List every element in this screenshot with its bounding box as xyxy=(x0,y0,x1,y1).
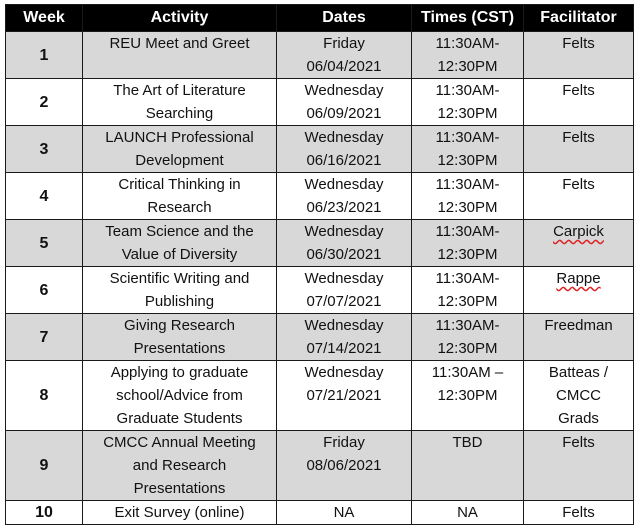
times-line: 11:30AM- xyxy=(435,129,500,146)
times-line: 12:30PM xyxy=(437,340,498,357)
activity-cell xyxy=(83,361,277,431)
week-cell: 2 xyxy=(6,79,83,126)
activity-cell xyxy=(83,79,277,126)
activity-cell xyxy=(83,173,277,220)
activity-line: Value of Diversity xyxy=(121,246,238,263)
facilitator-line: CMCC xyxy=(556,387,601,404)
activity-line: Graduate Students xyxy=(116,410,243,427)
dates-cell xyxy=(277,431,412,501)
dates-line: Friday xyxy=(323,434,365,451)
table-row xyxy=(6,126,634,173)
facilitator-cell xyxy=(524,126,634,173)
week-cell: 10 xyxy=(6,501,83,525)
dates-line: 08/06/2021 xyxy=(306,457,382,474)
dates-line: Wednesday xyxy=(304,364,384,381)
week-cell: 3 xyxy=(6,126,83,173)
dates-line: 07/14/2021 xyxy=(306,340,382,357)
activity-line: Searching xyxy=(145,105,214,122)
times-line: 12:30PM xyxy=(437,199,498,216)
facilitator-cell xyxy=(524,32,634,79)
times-cell xyxy=(412,79,524,126)
facilitator-cell xyxy=(524,361,634,431)
times-line: 12:30PM xyxy=(437,293,498,310)
facilitator-cell xyxy=(524,79,634,126)
facilitator-line: Felts xyxy=(562,129,595,146)
table-row xyxy=(6,431,634,501)
times-line: 11:30AM- xyxy=(435,82,500,99)
times-cell xyxy=(412,361,524,431)
times-cell xyxy=(412,431,524,501)
dates-cell xyxy=(277,126,412,173)
dates-line: Wednesday xyxy=(304,270,384,287)
table-row xyxy=(6,32,634,79)
header-row xyxy=(6,5,634,32)
activity-line: LAUNCH Professional xyxy=(105,129,254,146)
header-facilitator: Facilitator xyxy=(524,5,634,32)
facilitator-cell xyxy=(524,314,634,361)
dates-line: 07/07/2021 xyxy=(306,293,382,310)
dates-cell xyxy=(277,501,412,525)
activity-cell xyxy=(83,501,277,525)
facilitator-cell xyxy=(524,501,634,525)
table-row xyxy=(6,220,634,267)
times-line: 11:30AM – xyxy=(431,364,504,381)
facilitator-line: Felts xyxy=(562,434,595,451)
facilitator-line: Batteas / xyxy=(548,364,609,381)
table-row xyxy=(6,267,634,314)
dates-cell xyxy=(277,79,412,126)
facilitator-line: Felts xyxy=(562,504,595,521)
table-row xyxy=(6,79,634,126)
dates-line: Wednesday xyxy=(304,129,384,146)
facilitator-line: Felts xyxy=(562,176,595,193)
table-header xyxy=(6,5,634,32)
times-line: 12:30PM xyxy=(437,246,498,263)
dates-cell xyxy=(277,173,412,220)
times-cell xyxy=(412,220,524,267)
week-cell: 5 xyxy=(6,220,83,267)
times-cell xyxy=(412,173,524,220)
activity-line: The Art of Literature xyxy=(113,82,246,99)
activity-line: Development xyxy=(135,152,224,169)
times-line: 12:30PM xyxy=(437,387,498,404)
dates-line: 06/30/2021 xyxy=(306,246,382,263)
dates-line: Wednesday xyxy=(304,176,384,193)
activity-cell xyxy=(83,314,277,361)
dates-cell xyxy=(277,361,412,431)
activity-line: Giving Research xyxy=(124,317,235,334)
facilitator-cell xyxy=(524,267,634,314)
facilitator-line: Grads xyxy=(558,410,599,427)
dates-cell xyxy=(277,220,412,267)
activity-line: school/Advice from xyxy=(116,387,243,404)
dates-line: 06/04/2021 xyxy=(306,58,382,75)
table-row xyxy=(6,501,634,525)
table-row xyxy=(6,361,634,431)
activity-line: and Research xyxy=(132,457,227,474)
activity-line: Applying to graduate xyxy=(110,364,249,381)
dates-line: NA xyxy=(333,504,355,521)
week-cell: 6 xyxy=(6,267,83,314)
header-activity: Activity xyxy=(83,5,277,32)
times-line: 11:30AM- xyxy=(435,317,500,334)
table-row xyxy=(6,314,634,361)
times-line: 12:30PM xyxy=(437,58,498,75)
times-cell xyxy=(412,314,524,361)
dates-line: Wednesday xyxy=(304,82,384,99)
times-cell xyxy=(412,501,524,525)
table-body xyxy=(6,32,634,525)
times-line: NA xyxy=(457,504,478,521)
activity-cell xyxy=(83,32,277,79)
dates-line: 06/09/2021 xyxy=(306,105,382,122)
times-line: 12:30PM xyxy=(437,105,498,122)
facilitator-cell xyxy=(524,431,634,501)
week-cell: 9 xyxy=(6,431,83,501)
week-cell: 7 xyxy=(6,314,83,361)
dates-cell xyxy=(277,314,412,361)
facilitator-line: Felts xyxy=(562,82,595,99)
week-cell: 8 xyxy=(6,361,83,431)
activity-cell xyxy=(83,431,277,501)
times-line: TBD xyxy=(452,434,483,451)
facilitator-cell xyxy=(524,220,634,267)
facilitator-line: Felts xyxy=(562,35,595,52)
dates-line: Friday xyxy=(323,35,365,52)
activity-line: Team Science and the xyxy=(105,223,254,240)
activity-line: Presentations xyxy=(133,480,226,497)
activity-line: Critical Thinking in xyxy=(118,176,241,193)
activity-line: Presentations xyxy=(133,340,226,357)
dates-line: 07/21/2021 xyxy=(306,387,382,404)
activity-line: CMCC Annual Meeting xyxy=(103,434,256,451)
times-line: 12:30PM xyxy=(437,152,498,169)
activity-cell xyxy=(83,220,277,267)
header-week: Week xyxy=(6,5,83,32)
week-cell: 1 xyxy=(6,32,83,79)
dates-line: 06/23/2021 xyxy=(306,199,382,216)
dates-line: 06/16/2021 xyxy=(306,152,382,169)
dates-cell xyxy=(277,32,412,79)
activity-line: Research xyxy=(147,199,212,216)
activity-cell xyxy=(83,126,277,173)
facilitator-cell xyxy=(524,173,634,220)
facilitator-line: Freedman xyxy=(544,317,613,334)
dates-line: Wednesday xyxy=(304,223,384,240)
activity-line: REU Meet and Greet xyxy=(109,35,250,52)
facilitator-line: Rappe xyxy=(556,270,601,287)
times-cell xyxy=(412,126,524,173)
times-line: 11:30AM- xyxy=(435,35,500,52)
week-cell: 4 xyxy=(6,173,83,220)
times-line: 11:30AM- xyxy=(435,176,500,193)
table-row xyxy=(6,173,634,220)
activity-line: Scientific Writing and xyxy=(109,270,250,287)
activity-cell xyxy=(83,267,277,314)
times-line: 11:30AM- xyxy=(435,270,500,287)
times-line: 11:30AM- xyxy=(435,223,500,240)
header-times: Times (CST) xyxy=(412,5,524,32)
activity-line: Publishing xyxy=(144,293,215,310)
dates-cell xyxy=(277,267,412,314)
header-dates: Dates xyxy=(277,5,412,32)
facilitator-line: Carpick xyxy=(553,223,604,240)
activity-line: Exit Survey (online) xyxy=(114,504,245,521)
schedule-table xyxy=(5,4,634,525)
dates-line: Wednesday xyxy=(304,317,384,334)
times-cell xyxy=(412,267,524,314)
times-cell xyxy=(412,32,524,79)
